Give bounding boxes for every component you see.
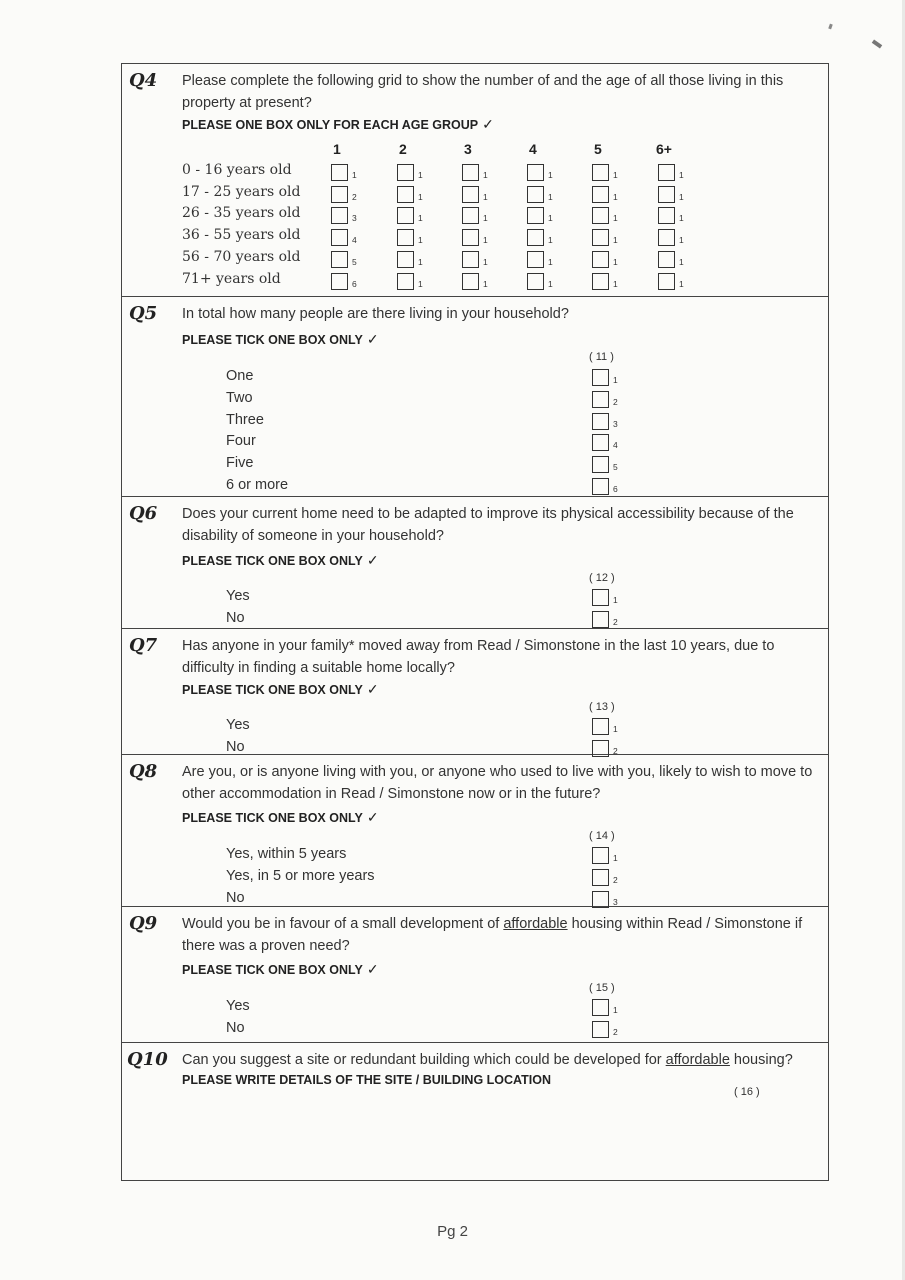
question-number: Q7 xyxy=(129,635,158,656)
checkbox[interactable] xyxy=(592,478,609,495)
checkbox[interactable] xyxy=(592,847,609,864)
checkbox[interactable] xyxy=(527,207,544,224)
column-reference: ( 12 ) xyxy=(589,572,615,584)
age-group-label: 17 - 25 years old xyxy=(182,183,301,200)
response-code: 1 xyxy=(418,191,423,202)
checkbox[interactable] xyxy=(592,611,609,628)
response-code: 3 xyxy=(613,418,618,429)
checkbox[interactable] xyxy=(592,1021,609,1038)
response-code: 1 xyxy=(679,235,684,246)
checkbox[interactable] xyxy=(331,164,348,181)
response-code: 1 xyxy=(548,278,553,289)
question-number: Q6 xyxy=(129,503,158,524)
checkbox[interactable] xyxy=(397,186,414,203)
question-text-part: Can you suggest a site or redundant building which could be developed for xyxy=(182,1052,666,1068)
questionnaire-frame xyxy=(121,63,829,1181)
checkbox[interactable] xyxy=(592,718,609,735)
tick-mark-icon: ✓ xyxy=(366,809,379,825)
age-group-label: 26 - 35 years old xyxy=(182,205,301,222)
option-label: Yes xyxy=(226,998,250,1014)
response-code: 1 xyxy=(613,278,618,289)
instruction-text: PLEASE TICK ONE BOX ONLY xyxy=(182,683,363,697)
option-label: Three xyxy=(226,411,264,428)
grid-column-header: 2 xyxy=(399,141,407,157)
grid-column-header: 4 xyxy=(529,141,537,157)
response-code: 1 xyxy=(679,256,684,267)
question-q10 xyxy=(122,1043,828,1182)
question-q8 xyxy=(122,755,828,907)
question-text: In total how many people are there living in your household? xyxy=(182,306,569,322)
instruction xyxy=(182,681,379,698)
page-number: Pg 2 xyxy=(437,1223,468,1240)
checkbox[interactable] xyxy=(527,273,544,290)
response-code: 4 xyxy=(352,235,357,246)
checkbox[interactable] xyxy=(397,251,414,268)
response-code: 2 xyxy=(613,396,618,407)
response-code: 1 xyxy=(483,191,488,202)
instruction-text: PLEASE ONE BOX ONLY FOR EACH AGE GROUP xyxy=(182,118,479,132)
response-code: 4 xyxy=(613,440,618,451)
option-label: Four xyxy=(226,433,256,450)
response-code: 1 xyxy=(483,256,488,267)
response-code: 5 xyxy=(352,256,357,267)
checkbox[interactable] xyxy=(592,891,609,908)
question-text-part: Would you be in favour of a small development of xyxy=(182,916,504,932)
age-group-label: 71+ years old xyxy=(182,270,281,287)
question-q4 xyxy=(122,64,828,297)
question-text-part: housing within Read / Simonstone if there was a proven need? xyxy=(182,916,803,954)
checkbox[interactable] xyxy=(462,251,479,268)
tick-mark-icon: ✓ xyxy=(366,552,379,568)
checkbox[interactable] xyxy=(462,273,479,290)
response-code: 1 xyxy=(548,213,553,224)
checkbox[interactable] xyxy=(592,456,609,473)
response-code: 1 xyxy=(548,235,553,246)
instruction-text: PLEASE TICK ONE BOX ONLY xyxy=(182,963,363,977)
age-group-label: 0 - 16 years old xyxy=(182,162,292,178)
response-code: 6 xyxy=(613,484,618,494)
question-number: Q4 xyxy=(129,70,158,91)
checkbox[interactable] xyxy=(462,207,479,224)
response-code: 1 xyxy=(613,191,618,202)
checkbox[interactable] xyxy=(592,999,609,1016)
tick-mark-icon: ✓ xyxy=(482,116,494,132)
checkbox[interactable] xyxy=(527,229,544,246)
response-code: 1 xyxy=(679,213,684,224)
instruction xyxy=(182,116,494,133)
grid-column-header: 1 xyxy=(333,141,341,157)
response-code: 1 xyxy=(613,724,618,734)
checkbox[interactable] xyxy=(592,207,609,224)
option-label: Five xyxy=(226,455,254,472)
response-code: 1 xyxy=(418,278,423,289)
response-code: 1 xyxy=(418,256,423,267)
tick-mark-icon: ✓ xyxy=(366,331,379,347)
question-text: Does your current home need to be adapted to improve its physical accessibility because of the disability of someone in your household? xyxy=(182,506,794,544)
question-text xyxy=(182,1049,814,1071)
scan-mark xyxy=(828,24,833,30)
response-code: 1 xyxy=(548,256,553,267)
checkbox[interactable] xyxy=(397,164,414,181)
checkbox[interactable] xyxy=(592,273,609,290)
response-code: 1 xyxy=(483,213,488,224)
checkbox[interactable] xyxy=(658,273,675,290)
question-q6 xyxy=(122,497,828,629)
column-reference: ( 16 ) xyxy=(734,1086,760,1098)
checkbox[interactable] xyxy=(527,186,544,203)
option-label: Yes xyxy=(226,588,250,604)
response-code: 1 xyxy=(483,170,488,180)
response-code: 2 xyxy=(352,191,357,202)
response-code: 1 xyxy=(679,278,684,289)
response-code: 1 xyxy=(418,170,423,180)
instruction-text: PLEASE TICK ONE BOX ONLY xyxy=(182,333,363,347)
option-label: Two xyxy=(226,389,253,406)
checkbox[interactable] xyxy=(658,229,675,246)
tick-mark-icon: ✓ xyxy=(366,681,379,697)
checkbox[interactable] xyxy=(331,186,348,203)
option-label: No xyxy=(226,1019,245,1036)
response-code: 2 xyxy=(613,616,618,627)
checkbox[interactable] xyxy=(658,164,675,181)
column-reference: ( 14 ) xyxy=(589,830,615,842)
grid-column-header: 6+ xyxy=(656,141,672,157)
site-details-answer-area[interactable] xyxy=(182,1105,814,1174)
tick-mark-icon: ✓ xyxy=(366,961,379,977)
response-code: 1 xyxy=(548,170,553,180)
response-code: 1 xyxy=(613,853,618,863)
response-code: 1 xyxy=(613,595,618,605)
question-text: Please complete the following grid to show the number of and the age of all those living in this property at present? xyxy=(182,73,784,111)
question-text: Are you, or is anyone living with you, or anyone who used to live with you, likely to wish to move to other accommodation in Read / Simonstone now or in the future? xyxy=(182,764,813,802)
checkbox[interactable] xyxy=(592,369,609,386)
response-code: 1 xyxy=(418,213,423,224)
response-code: 1 xyxy=(679,191,684,202)
checkbox[interactable] xyxy=(331,229,348,246)
response-code: 6 xyxy=(352,278,357,289)
question-q5 xyxy=(122,297,828,497)
age-group-label: 36 - 55 years old xyxy=(182,227,301,244)
response-code: 1 xyxy=(613,375,618,385)
checkbox[interactable] xyxy=(658,186,675,203)
instruction xyxy=(182,961,379,978)
response-code: 2 xyxy=(613,745,618,756)
question-text xyxy=(182,913,814,957)
question-number: Q10 xyxy=(127,1049,168,1070)
response-code: 2 xyxy=(613,874,618,885)
question-number: Q9 xyxy=(129,913,158,934)
instruction-text: PLEASE TICK ONE BOX ONLY xyxy=(182,811,363,825)
grid-column-header: 3 xyxy=(464,141,472,157)
checkbox[interactable] xyxy=(462,164,479,181)
response-code: 1 xyxy=(418,235,423,246)
checkbox[interactable] xyxy=(592,413,609,430)
instruction xyxy=(182,552,379,569)
column-reference: ( 11 ) xyxy=(589,351,614,363)
checkbox[interactable] xyxy=(397,207,414,224)
question-text-emphasis: affordable xyxy=(665,1052,730,1068)
response-code: 1 xyxy=(548,191,553,202)
checkbox[interactable] xyxy=(592,251,609,268)
response-code: 1 xyxy=(613,213,618,224)
age-group-label: 56 - 70 years old xyxy=(182,248,301,265)
response-code: 1 xyxy=(483,235,488,246)
checkbox[interactable] xyxy=(331,273,348,290)
checkbox[interactable] xyxy=(592,164,609,181)
column-reference: ( 15 ) xyxy=(589,982,615,994)
option-label: Yes xyxy=(226,717,250,733)
checkbox[interactable] xyxy=(462,186,479,203)
checkbox[interactable] xyxy=(397,229,414,246)
option-label: Yes, in 5 or more years xyxy=(226,867,375,884)
response-code: 1 xyxy=(613,256,618,267)
question-text-emphasis: affordable xyxy=(503,916,568,932)
instruction-text: PLEASE TICK ONE BOX ONLY xyxy=(182,554,363,568)
response-code: 3 xyxy=(352,213,357,224)
checkbox[interactable] xyxy=(592,186,609,203)
question-number: Q5 xyxy=(129,303,158,324)
response-code: 2 xyxy=(613,1026,618,1037)
response-code: 3 xyxy=(613,896,618,907)
response-code: 5 xyxy=(613,462,618,473)
checkbox[interactable] xyxy=(527,251,544,268)
checkbox[interactable] xyxy=(592,434,609,451)
option-label: Yes, within 5 years xyxy=(226,846,347,862)
instruction xyxy=(182,809,379,826)
question-text: Has anyone in your family* moved away from Read / Simonstone in the last 10 years, due to difficulty in finding a suitable home locally? xyxy=(182,638,775,676)
checkbox[interactable] xyxy=(592,391,609,408)
checkbox[interactable] xyxy=(658,207,675,224)
question-text-part: housing? xyxy=(729,1052,793,1068)
checkbox[interactable] xyxy=(331,251,348,268)
response-code: 1 xyxy=(679,170,684,180)
option-label: 6 or more xyxy=(226,477,289,493)
grid-column-header: 5 xyxy=(594,141,602,157)
checkbox[interactable] xyxy=(658,251,675,268)
scan-mark xyxy=(872,39,882,48)
response-code: 1 xyxy=(483,278,488,289)
checkbox[interactable] xyxy=(331,207,348,224)
question-number: Q8 xyxy=(129,761,158,782)
checkbox[interactable] xyxy=(462,229,479,246)
response-code: 1 xyxy=(613,1005,618,1015)
instruction: PLEASE WRITE DETAILS OF THE SITE / BUILDING LOCATION xyxy=(182,1073,551,1087)
checkbox[interactable] xyxy=(527,164,544,181)
question-q7 xyxy=(122,629,828,755)
option-label: No xyxy=(226,738,245,755)
checkbox[interactable] xyxy=(592,589,609,606)
option-label: No xyxy=(226,609,245,626)
response-code: 1 xyxy=(613,170,618,180)
question-q9 xyxy=(122,907,828,1043)
response-code: 1 xyxy=(352,170,357,180)
response-code: 1 xyxy=(613,235,618,246)
checkbox[interactable] xyxy=(592,229,609,246)
instruction xyxy=(182,331,379,348)
option-label: No xyxy=(226,889,245,906)
option-label: One xyxy=(226,368,254,384)
checkbox[interactable] xyxy=(592,869,609,886)
column-reference: ( 13 ) xyxy=(589,701,615,713)
checkbox[interactable] xyxy=(397,273,414,290)
